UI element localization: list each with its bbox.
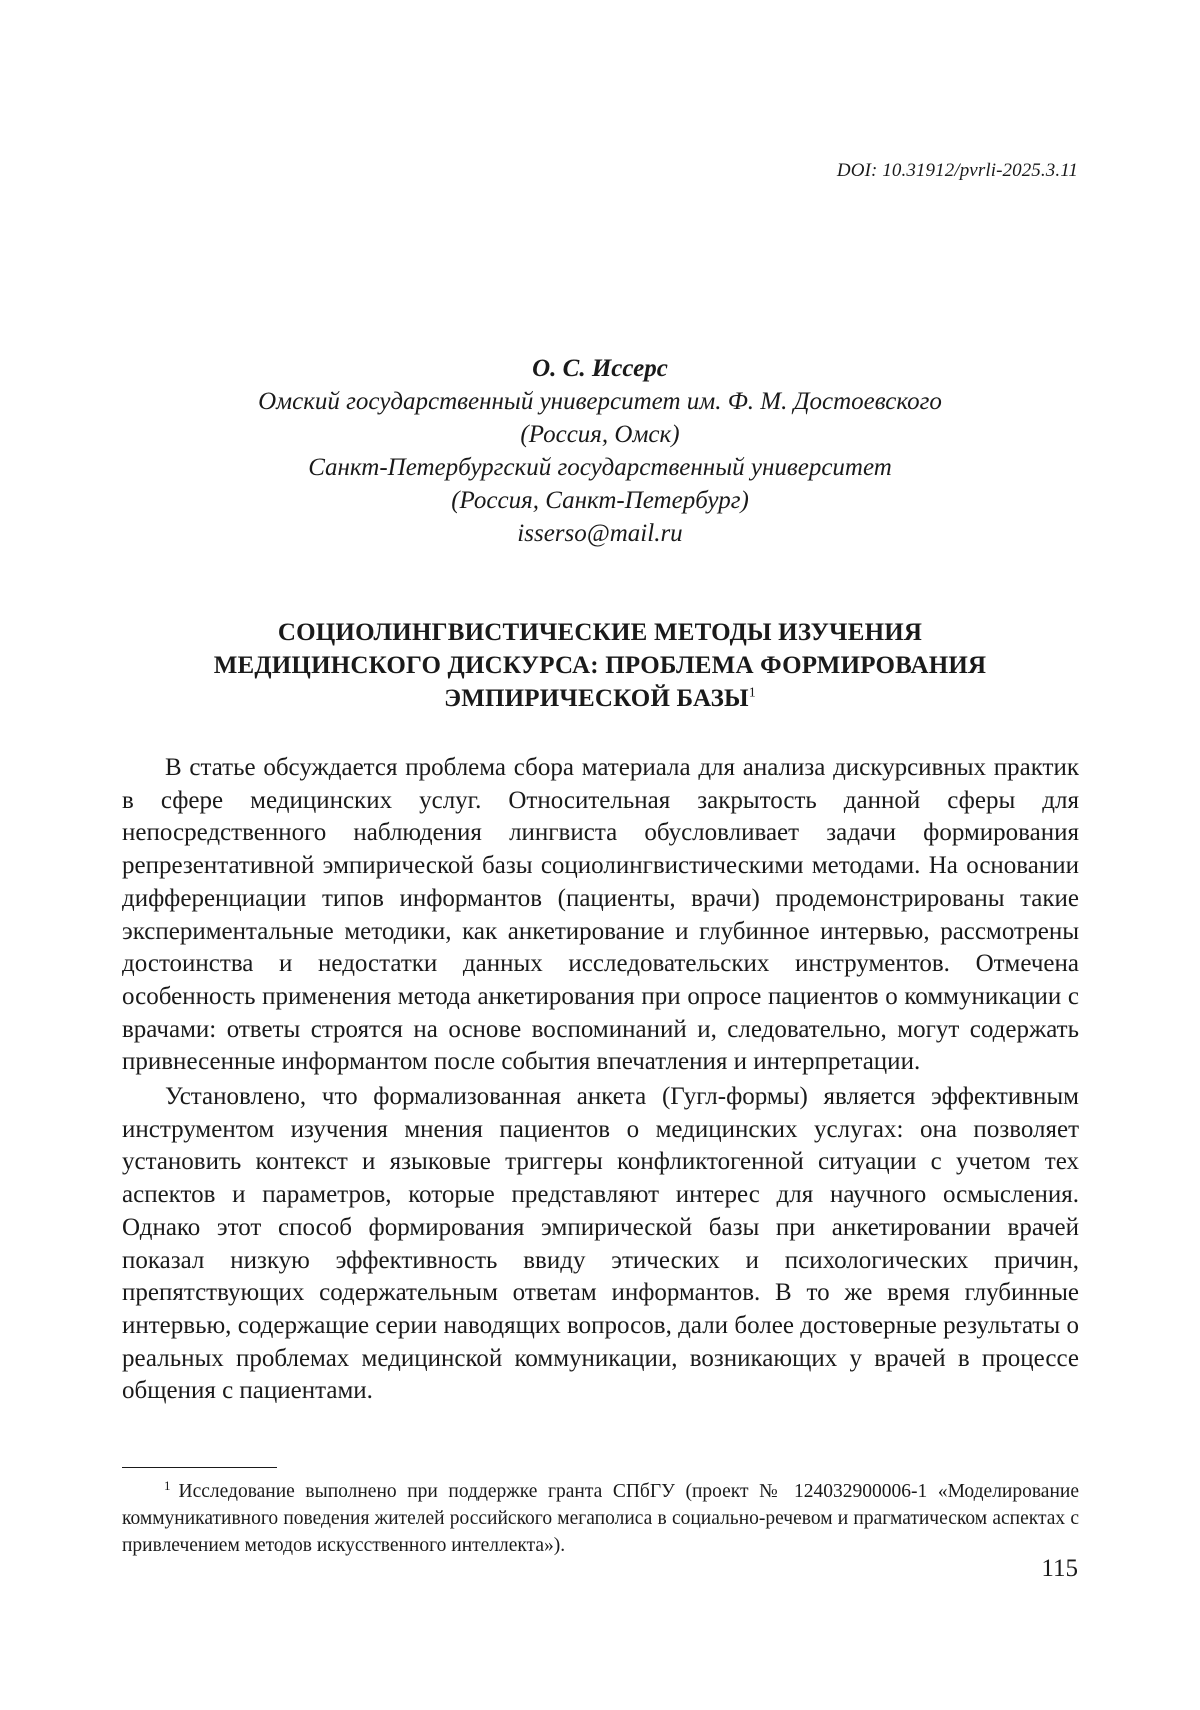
article-title [120,616,1080,715]
footnote-text: Исследование выполнено при поддержке гранта СПбГУ (проект № 124032900006-1 «Моделирование коммуникативного поведения жителей российского мегаполиса в социально-речевом и прагматическом аспектах с привлечением методов искусственного интеллекта»). [122,1481,1079,1556]
abstract [122,752,1079,1408]
abstract-paragraph-1: В статье обсуждается проблема сбора материала для анализа дискурсивных практик в сфере медицинских услуг. Относительная закрытость данной сферы для непосредственного наблюдения лингвиста обусловливает задачи формирования репрезентативной эмпирической базы социолингвистическими методами. На основании дифференциации типов информантов (пациенты, врачи) продемонстрированы такие экспериментальные методики, как анкетирование и глубинное интервью, рассмотрены достоинства и недостатки данных исследовательских инструментов. Отмечена особенность применения метода анкетирования при опросе пациентов о коммуникации с врачами: ответы строятся на основе воспоминаний и, следовательно, могут содержать привнесенные информантом после события впечатления и интерпретации. [122,754,1079,1076]
title-footnote-ref: 1 [748,685,756,701]
abstract-paragraph-2: Установлено, что формализованная анкета (Гугл-формы) является эффективным инструментом изучения мнения пациентов о медицинских услугах: она позволяет установить контекст и языковые триггеры конфликтогенной ситуации с учетом тех аспектов и параметров, которые представляют интерес для научного осмысления. Однако этот способ формирования эмпирической базы при анкетировании врачей показал низкую эффективность ввиду этических и психологических причин, препятствующих содержательным ответам информантов. В то же время глубинные интервью, содержащие серии наводящих вопросов, дали более достоверные результаты о реальных проблемах медицинской коммуникации, возникающих у врачей в процессе общения с пациентами. [122,1083,1079,1405]
affiliation-university-1: Омский государственный университет им. Ф. М. Достоевского [258,388,942,415]
title-line-3-text: ЭМПИРИЧЕСКОЙ БАЗЫ [444,685,749,712]
footnote [122,1478,1079,1559]
author-block [0,352,1200,550]
title-line-3 [120,682,1080,715]
author-email: isserso@mail.ru [517,520,683,547]
title-line-2: МЕДИЦИНСКОГО ДИСКУРСА: ПРОБЛЕМА ФОРМИРОВАНИЯ [213,652,987,679]
affiliation-location-1: (Россия, Омск) [520,421,680,448]
doi-label: DOI: 10.31912/pvrli-2025.3.11 [836,160,1078,181]
page-number: 115 [1041,1555,1078,1582]
footnote-marker: 1 [164,1477,171,1493]
affiliation-university-2: Санкт-Петербургский государственный университет [308,454,892,481]
affiliation-location-2: (Россия, Санкт-Петербург) [451,487,749,514]
footnote-divider [122,1467,277,1468]
title-line-1: СОЦИОЛИНГВИСТИЧЕСКИЕ МЕТОДЫ ИЗУЧЕНИЯ [277,619,923,646]
author-name: О. С. Иссерс [532,355,668,382]
